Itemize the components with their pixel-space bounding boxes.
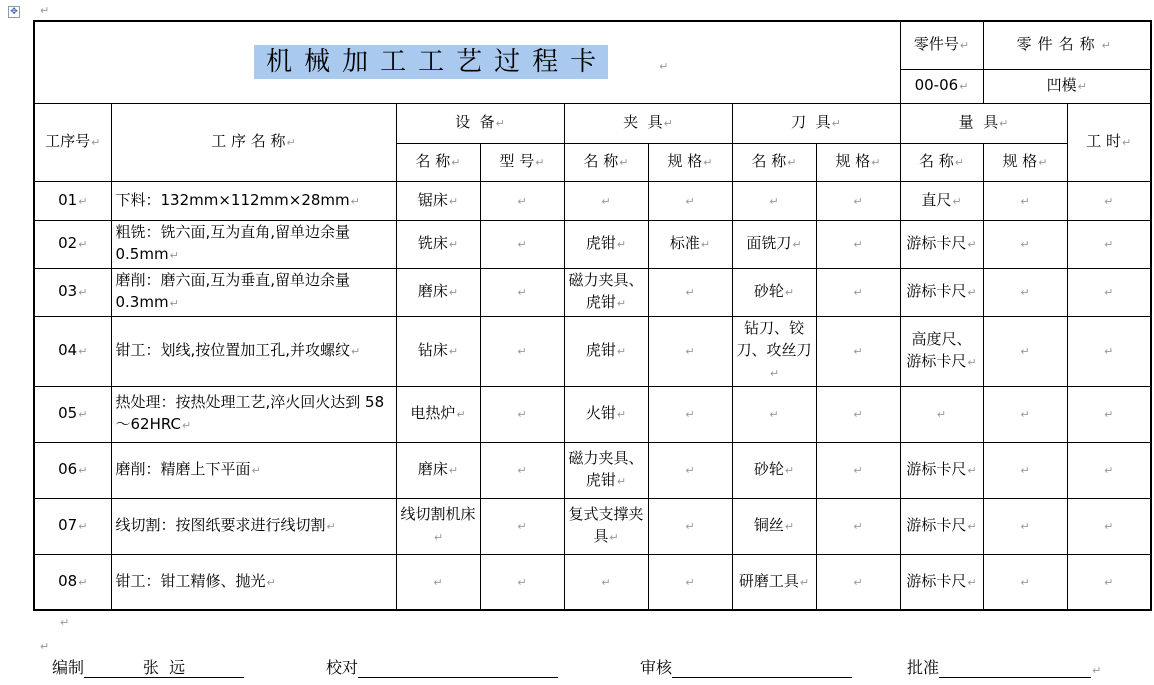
fixture-name-cell[interactable]: 虎钳 ↵ [564, 220, 648, 268]
gauge-name-cell[interactable]: 游标卡尺 ↵ [900, 498, 983, 554]
tool-spec-cell[interactable] [816, 220, 900, 268]
header-equipment: 设 备 ↵ [396, 103, 564, 143]
tool-spec-cell[interactable] [816, 498, 900, 554]
header-fixture: 夹 具 ↵ [564, 103, 732, 143]
tool-spec-cell[interactable] [816, 316, 900, 386]
equipment-name-cell[interactable]: 锯床 ↵ [396, 181, 480, 220]
checked-by-field[interactable] [358, 655, 558, 678]
table-row [34, 181, 1151, 220]
work-hours-cell[interactable] [1067, 442, 1151, 498]
fixture-name-cell[interactable] [564, 554, 648, 610]
sub-header-spec: 规 格 ↵ [648, 143, 732, 181]
step-name-cell[interactable]: 磨削：磨六面,互为垂直,留单边余量 0.3mm ↵ [111, 268, 396, 316]
gauge-name-cell[interactable]: 游标卡尺 ↵ [900, 442, 983, 498]
approved-by-field[interactable] [939, 655, 1091, 678]
fixture-spec-cell[interactable] [648, 316, 732, 386]
step-no-cell[interactable]: 08 ↵ [34, 554, 111, 610]
reviewed-by-field[interactable] [672, 655, 852, 678]
step-no-cell[interactable]: 06 ↵ [34, 442, 111, 498]
equipment-name-cell[interactable]: 磨床 ↵ [396, 442, 480, 498]
equipment-name-cell[interactable]: 电热炉 ↵ [396, 386, 480, 442]
paragraph-mark-icon: ↵ [40, 640, 50, 653]
step-name-cell[interactable]: 热处理：按热处理工艺,淬火回火达到 58～62HRC ↵ [111, 386, 396, 442]
table-move-handle-icon[interactable]: ✥ [8, 6, 20, 18]
fixture-spec-cell[interactable] [648, 386, 732, 442]
title-cell[interactable] [34, 21, 900, 103]
equipment-model-cell[interactable] [480, 386, 564, 442]
gauge-name-cell[interactable]: 直尺 ↵ [900, 181, 983, 220]
gauge-name-cell[interactable]: 游标卡尺 ↵ [900, 554, 983, 610]
step-name-cell[interactable]: 磨削：精磨上下平面 ↵ [111, 442, 396, 498]
work-hours-cell[interactable] [1067, 181, 1151, 220]
equipment-name-cell[interactable]: 铣床 ↵ [396, 220, 480, 268]
header-hours: 工 时 ↵ [1067, 103, 1151, 181]
step-no-cell[interactable]: 01 ↵ [34, 181, 111, 220]
step-name-cell[interactable]: 粗铣：铣六面,互为直角,留单边余量 0.5mm ↵ [111, 220, 396, 268]
work-hours-cell[interactable] [1067, 220, 1151, 268]
tool-spec-cell[interactable] [816, 181, 900, 220]
table-row [34, 442, 1151, 498]
fixture-name-cell[interactable]: 火钳 ↵ [564, 386, 648, 442]
step-name-cell[interactable]: 钳工：划线,按位置加工孔,并攻螺纹 ↵ [111, 316, 396, 386]
checked-label: 校对 [326, 658, 359, 677]
approved-label: 批准 [907, 658, 940, 677]
paragraph-mark-icon: ↵ [40, 4, 50, 17]
table-row [34, 316, 1151, 386]
equipment-model-cell[interactable] [480, 220, 564, 268]
fixture-spec-cell[interactable]: 标准 ↵ [648, 220, 732, 268]
step-no-cell[interactable]: 02 ↵ [34, 220, 111, 268]
equipment-name-cell[interactable] [396, 554, 480, 610]
part-no-value[interactable]: 00-06 ↵ [900, 69, 983, 103]
work-hours-cell[interactable] [1067, 554, 1151, 610]
step-no-cell[interactable]: 03 ↵ [34, 268, 111, 316]
sub-header-model: 型 号 ↵ [480, 143, 564, 181]
gauge-name-cell[interactable]: 高度尺、游标卡尺 ↵ [900, 316, 983, 386]
fixture-spec-cell[interactable] [648, 554, 732, 610]
equipment-name-cell[interactable]: 磨床 ↵ [396, 268, 480, 316]
fixture-name-cell[interactable] [564, 181, 648, 220]
gauge-spec-cell[interactable] [983, 386, 1067, 442]
work-hours-cell[interactable] [1067, 386, 1151, 442]
tool-name-cell[interactable]: 砂轮 ↵ [732, 442, 816, 498]
equipment-model-cell[interactable] [480, 268, 564, 316]
fixture-spec-cell[interactable] [648, 498, 732, 554]
gauge-name-cell[interactable]: 游标卡尺 ↵ [900, 268, 983, 316]
fixture-spec-cell[interactable] [648, 442, 732, 498]
equipment-model-cell[interactable] [480, 498, 564, 554]
header-step-name: 工 序 名 称 ↵ [111, 103, 396, 181]
equipment-name-cell[interactable]: 钻床 ↵ [396, 316, 480, 386]
fixture-name-cell[interactable]: 磁力夹具、虎钳 ↵ [564, 442, 648, 498]
fixture-name-cell[interactable]: 虎钳 ↵ [564, 316, 648, 386]
reviewed-label: 审核 [640, 658, 673, 677]
step-name-cell[interactable]: 下料：132mm×112mm×28mm ↵ [111, 181, 396, 220]
equipment-model-cell[interactable] [480, 316, 564, 386]
step-no-cell[interactable]: 04 ↵ [34, 316, 111, 386]
tool-name-cell[interactable]: 面铣刀 ↵ [732, 220, 816, 268]
sub-header-name: 名 称 ↵ [564, 143, 648, 181]
gauge-spec-cell[interactable] [983, 498, 1067, 554]
gauge-spec-cell[interactable] [983, 181, 1067, 220]
card-title: 机械加工工艺过程卡 [254, 45, 608, 79]
tool-spec-cell[interactable] [816, 386, 900, 442]
tool-name-cell[interactable] [732, 386, 816, 442]
tool-name-cell[interactable]: 钻刀、铰刀、攻丝刀 ↵ [732, 316, 816, 386]
gauge-name-cell[interactable]: 游标卡尺 ↵ [900, 220, 983, 268]
equipment-model-cell[interactable] [480, 554, 564, 610]
gauge-name-cell[interactable] [900, 386, 983, 442]
header-step-no: 工序号 ↵ [34, 103, 111, 181]
table-row [34, 220, 1151, 268]
tool-name-cell[interactable]: 砂轮 ↵ [732, 268, 816, 316]
sub-header-name: 名 称 ↵ [396, 143, 480, 181]
step-name-cell[interactable]: 钳工：钳工精修、抛光 ↵ [111, 554, 396, 610]
gauge-spec-cell[interactable] [983, 442, 1067, 498]
work-hours-cell[interactable] [1067, 498, 1151, 554]
work-hours-cell[interactable] [1067, 316, 1151, 386]
signature-footer [52, 655, 1101, 678]
fixture-spec-cell[interactable] [648, 181, 732, 220]
tool-spec-cell[interactable] [816, 554, 900, 610]
paragraph-mark-icon: ↵ [60, 616, 70, 629]
tool-spec-cell[interactable] [816, 268, 900, 316]
table-row [34, 498, 1151, 554]
compiled-label: 编制 [52, 658, 85, 677]
sub-header-spec: 规 格 ↵ [983, 143, 1067, 181]
sub-header-name: 名 称 ↵ [732, 143, 816, 181]
gauge-spec-cell[interactable] [983, 554, 1067, 610]
sub-header-name: 名 称 ↵ [900, 143, 983, 181]
table-row [34, 554, 1151, 610]
tool-spec-cell[interactable] [816, 442, 900, 498]
tool-name-cell[interactable] [732, 181, 816, 220]
equipment-name-cell[interactable]: 线切割机床 ↵ [396, 498, 480, 554]
fixture-name-cell[interactable]: 复式支撑夹具 ↵ [564, 498, 648, 554]
fixture-name-cell[interactable]: 磁力夹具、虎钳 ↵ [564, 268, 648, 316]
paragraph-mark-icon [1091, 659, 1101, 678]
gauge-spec-cell[interactable] [983, 220, 1067, 268]
gauge-spec-cell[interactable] [983, 316, 1067, 386]
work-hours-cell[interactable] [1067, 268, 1151, 316]
part-name-label: 零件名称 ↵ [983, 21, 1151, 69]
fixture-spec-cell[interactable] [648, 268, 732, 316]
compiled-by-field[interactable]: 张 远 [84, 655, 244, 678]
step-no-cell[interactable]: 05 ↵ [34, 386, 111, 442]
part-no-label: 零件号 ↵ [900, 21, 983, 69]
part-name-value[interactable]: 凹模 ↵ [983, 69, 1151, 103]
table-row [34, 268, 1151, 316]
table-row [34, 386, 1151, 442]
gauge-spec-cell[interactable] [983, 268, 1067, 316]
header-gauge: 量 具 ↵ [900, 103, 1067, 143]
tool-name-cell[interactable]: 研磨工具 ↵ [732, 554, 816, 610]
equipment-model-cell[interactable] [480, 442, 564, 498]
step-name-cell[interactable]: 线切割：按图纸要求进行线切割 ↵ [111, 498, 396, 554]
process-card-table [33, 20, 1152, 611]
sub-header-spec: 规 格 ↵ [816, 143, 900, 181]
tool-name-cell[interactable]: 铜丝 ↵ [732, 498, 816, 554]
equipment-model-cell[interactable] [480, 181, 564, 220]
step-no-cell[interactable]: 07 ↵ [34, 498, 111, 554]
header-tool: 刀 具 ↵ [732, 103, 900, 143]
